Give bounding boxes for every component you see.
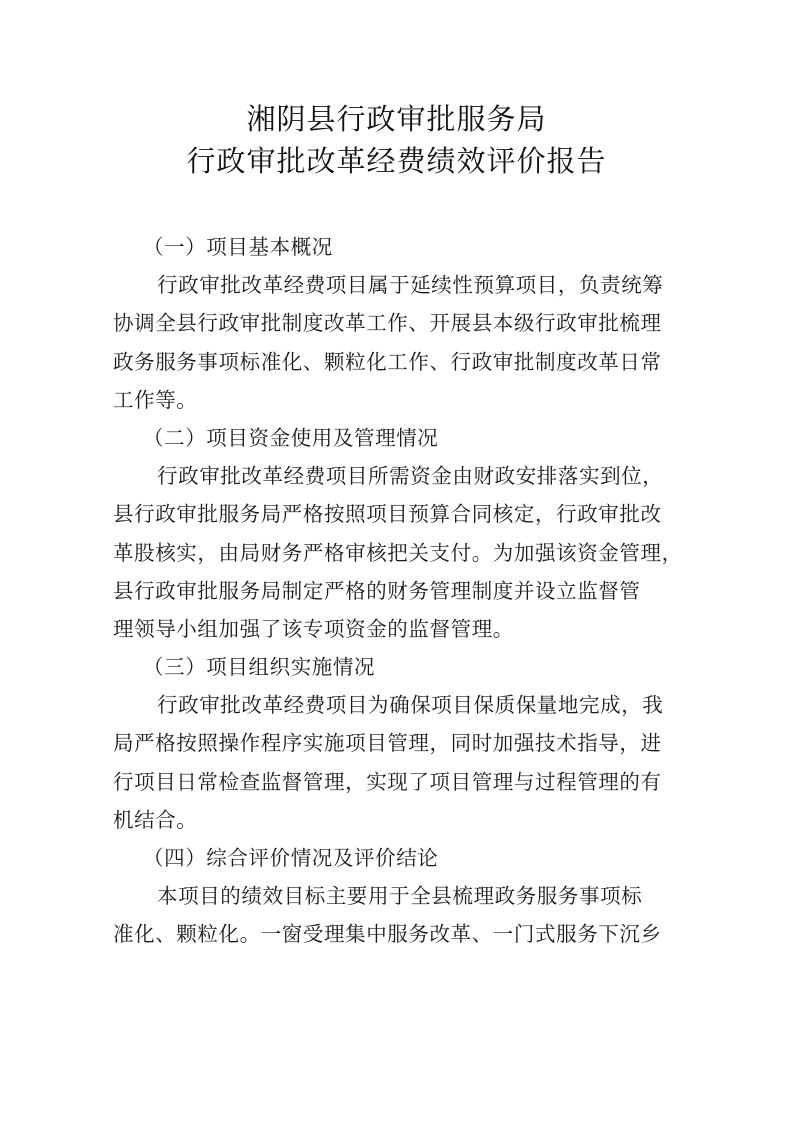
document-body [113,228,683,954]
paragraph-line: 理领导小组加强了该专项资金的监督管理。 [113,616,514,641]
paragraph-line: 政务服务事项标准化、颗粒化工作、行政审批制度改革日常 [113,349,662,374]
paragraph-line: 工作等。 [113,387,198,412]
paragraph-line: 行政审批改革经费项目为确保项目保质保量地完成，我 [157,693,664,718]
paragraph-line: 行政审批改革经费项目属于延续性预算项目，负责统筹 [157,273,664,298]
section-heading-4: （四）综合评价情况及评价结论 [143,846,439,870]
section-heading-3: （三）项目组织实施情况 [143,655,376,680]
paragraph-line: 局严格按照操作程序实施项目管理，同时加强技术指导，进 [113,731,662,756]
section-heading-2: （二）项目资金使用及管理情况 [143,425,439,450]
paragraph-line: 行政审批改革经费项目所需资金由财政安排落实到位， [157,464,664,489]
paragraph-line: 县行政审批服务局制定严格的财务管理制度并设立监督管 [113,578,641,603]
paragraph-line: 革股核实，由局财务严格审核把关支付。为加强该资金管理， [113,540,683,565]
paragraph-line: 本项目的绩效目标主要用于全县梳理政务服务事项标 [157,884,643,909]
title-line-2: 行政审批改革经费绩效评价报告 [186,144,607,178]
paragraph-line: 协调全县行政审批制度改革工作、开展县本级行政审批梳理 [113,311,662,336]
paragraph-line: 准化、颗粒化。一窗受理集中服务改革、一门式服务下沉乡 [113,922,662,947]
document-title [0,98,793,182]
section-heading-1: （一）项目基本概况 [143,235,333,259]
paragraph-line: 县行政审批服务局严格按照项目预算合同核定，行政审批改 [113,502,662,527]
title-line-1: 湘阴县行政审批服务局 [246,102,547,136]
paragraph-line: 机结合。 [113,807,198,832]
paragraph-line: 行项目日常检查监督管理，实现了项目管理与过程管理的有 [113,769,662,794]
